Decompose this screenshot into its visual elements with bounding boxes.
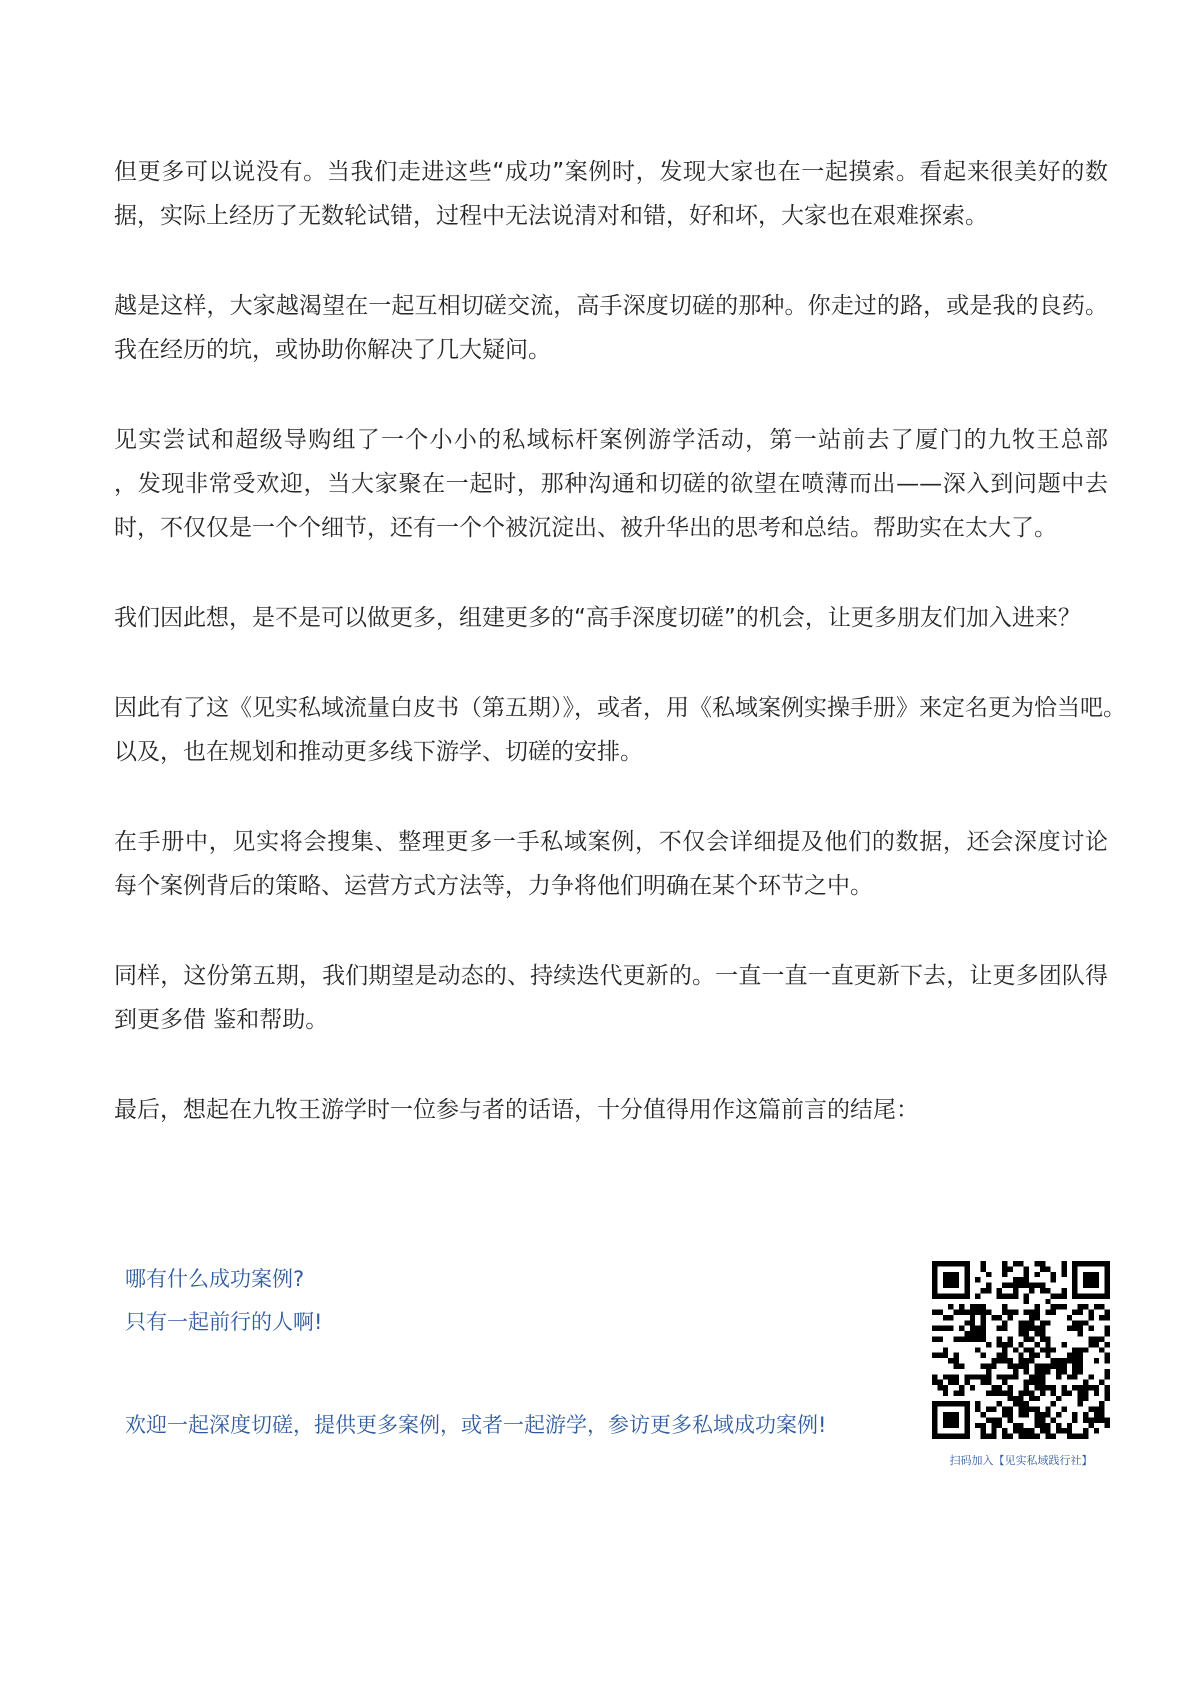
paragraph-line: 时，不仅仅是一个个细节，还有一个个被沉淀出、被升华出的思考和总结。帮助实在太大了。 xyxy=(114,515,1057,541)
paragraph-line: 同样，这份第五期，我们期望是动态的、持续迭代更新的。一直一直一直更新下去，让更多团队得 xyxy=(114,963,1108,989)
paragraph xyxy=(114,954,1108,1042)
paragraph-line: 因此有了这《见实私域流量白皮书（第五期）》，或者，用《私域案例实操手册》来定名更为恰当吧。 xyxy=(114,695,1126,721)
paragraph xyxy=(114,150,1108,238)
paragraph xyxy=(114,284,1108,372)
paragraph-line: 我们因此想，是不是可以做更多，组建更多的“高手深度切磋”的机会，让更多朋友们加入进来？ xyxy=(114,605,1081,631)
paragraph-line: 据，实际上经历了无数轮试错，过程中无法说清对和错，好和坏，大家也在艰难探索。 xyxy=(114,203,988,229)
paragraph xyxy=(114,820,1108,908)
quote-line-1: 哪有什么成功案例? xyxy=(125,1267,305,1291)
paragraph-line: 但更多可以说没有。当我们走进这些“成功”案例时，发现大家也在一起摸索。看起来很美好的数 xyxy=(114,159,1108,185)
paragraph-line: ，发现非常受欢迎，当大家聚在一起时，那种沟通和切磋的欲望在喷薄而出——深入到问题中去 xyxy=(114,471,1108,497)
invitation-text: 欢迎一起深度切磋，提供更多案例，或者一起游学，参访更多私域成功案例! xyxy=(125,1413,827,1437)
paragraph-line: 越是这样，大家越渴望在一起互相切磋交流，高手深度切磋的那种。你走过的路，或是我的良药。 xyxy=(114,293,1108,319)
paragraph-line: 我在经历的坑，或协助你解决了几大疑问。 xyxy=(114,337,551,363)
paragraph xyxy=(114,686,1126,774)
qr-code xyxy=(932,1261,1110,1439)
paragraph xyxy=(114,418,1108,550)
quote-line-2: 只有一起前行的人啊! xyxy=(125,1310,323,1334)
paragraph xyxy=(114,1088,1108,1132)
paragraph-line: 见实尝试和超级导购组了一个小小的私域标杆案例游学活动，第一站前去了厦门的九牧王总部 xyxy=(114,427,1108,453)
paragraph-line: 在手册中，见实将会搜集、整理更多一手私域案例，不仅会详细提及他们的数据，还会深度讨论 xyxy=(114,829,1108,855)
paragraph-line: 每个案例背后的策略、运营方式方法等，力争将他们明确在某个环节之中。 xyxy=(114,873,873,899)
qr-caption: 扫码加入【见实私域践行社】 xyxy=(949,1454,1093,1467)
paragraph xyxy=(114,596,1108,640)
preface-body xyxy=(114,150,1126,1178)
paragraph-line: 最后，想起在九牧王游学时一位参与者的话语，十分值得用作这篇前言的结尾： xyxy=(114,1097,919,1123)
paragraph-line: 到更多借 鉴和帮助。 xyxy=(114,1007,329,1033)
paragraph-line: 以及，也在规划和推动更多线下游学、切磋的安排。 xyxy=(114,739,643,765)
